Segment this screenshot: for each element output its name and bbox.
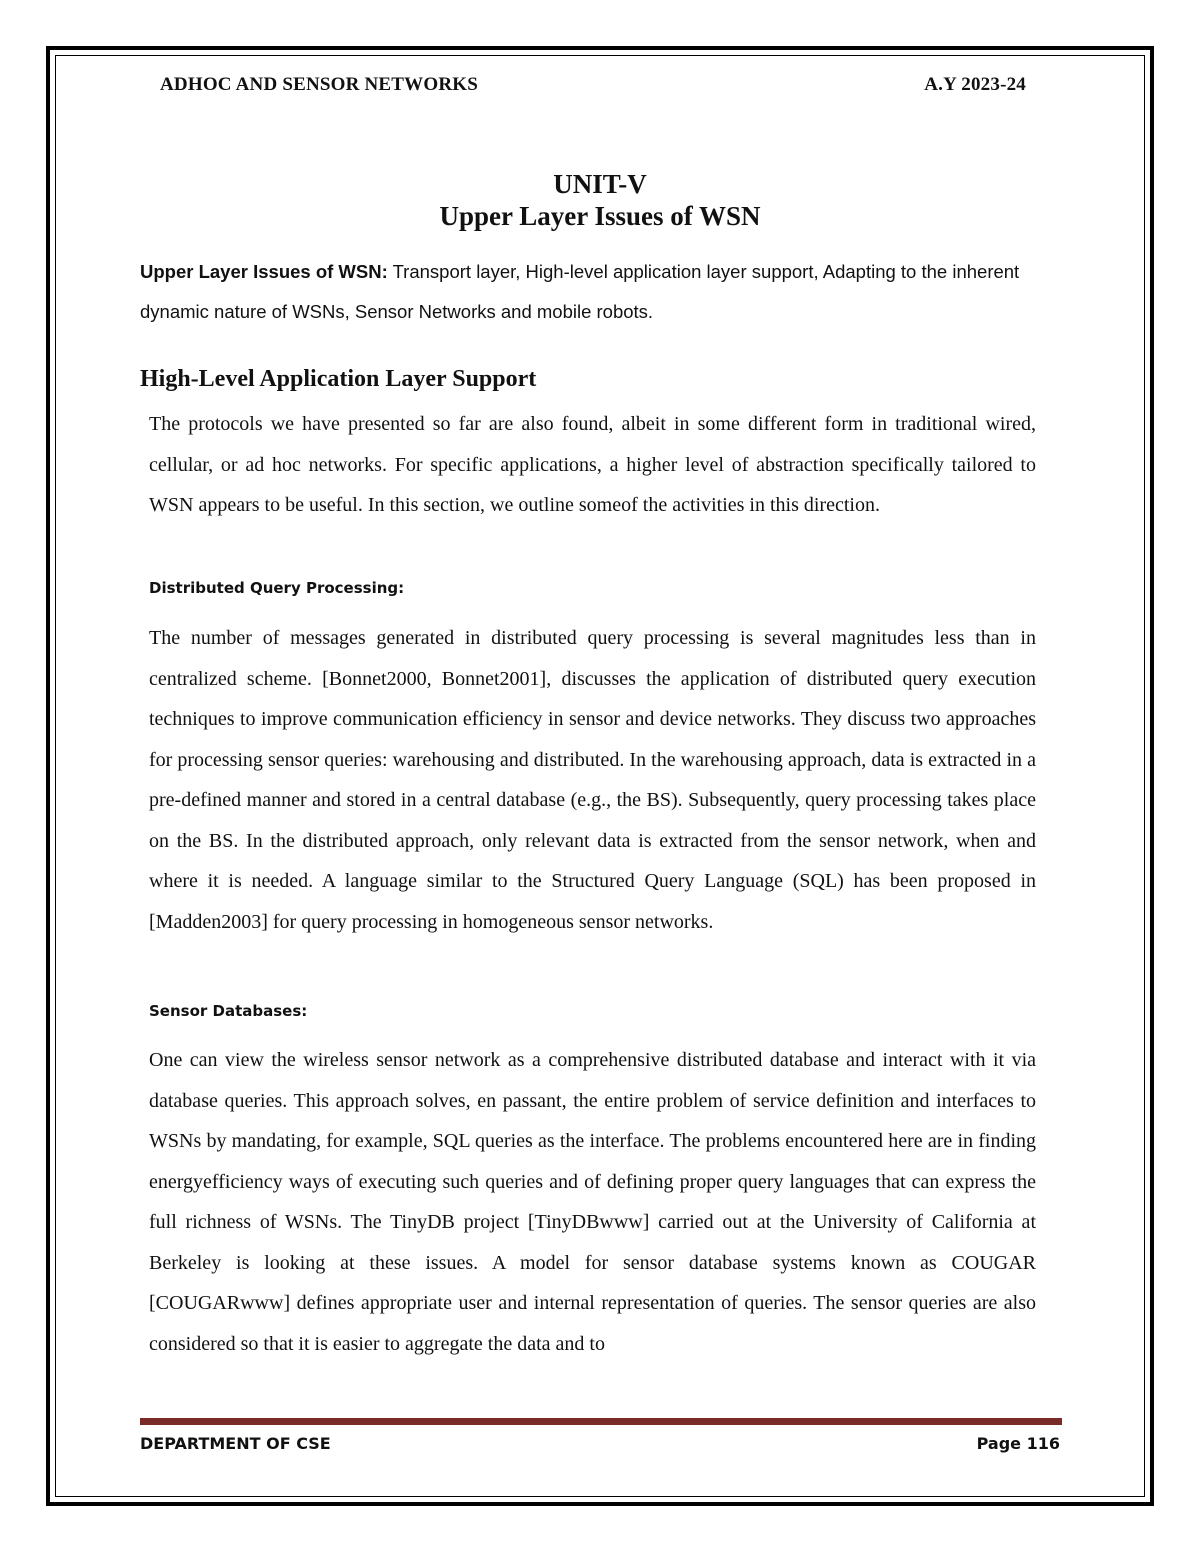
sensor-databases-heading: Sensor Databases: xyxy=(149,1002,308,1020)
footer-department: DEPARTMENT OF CSE xyxy=(140,1434,331,1453)
section-paragraph: The protocols we have presented so far are also found, albeit in some different form in traditional wired, cellular, or ad hoc networks. For specific applications, a higher level of abstraction specifically tailored to WSN appears to be useful. In this section, we outline someof the activities in this direction. xyxy=(149,413,1036,516)
section-heading: High-Level Application Layer Support xyxy=(140,366,537,392)
unit-subtitle: Upper Layer Issues of WSN xyxy=(439,201,761,231)
footer-rule xyxy=(140,1418,1062,1425)
intro-label: Upper Layer Issues of WSN: xyxy=(140,261,388,282)
unit-title: UNIT-V xyxy=(553,169,647,199)
distributed-query-paragraph: The number of messages generated in distributed query processing is several magnitudes less than in centralized scheme. [Bonnet2000, Bonnet2001], discusses the application of distributed query execution techniques to improve communication efficiency in sensor and device networks. They discuss two approaches for processing sensor queries: warehousing and distributed. In the warehousing approach, data is extracted in a pre-defined manner and stored in a central database (e.g., the BS). Subsequently, query processing takes place on the BS. In the distributed approach, only relevant data is extracted from the sensor network, when and where it is needed. A language similar to the Structured Query Language (SQL) has been proposed in [Madden2003] for query processing in homogeneous sensor networks. xyxy=(149,627,1036,933)
sensor-databases-paragraph: One can view the wireless sensor network as a comprehensive distributed database and interact with it via database queries. This approach solves, en passant, the entire problem of service definition and interfaces to WSNs by mandating, for example, SQL queries as the interface. The problems encountered here are in finding energyefficiency ways of executing such queries and of defining proper query languages that can express the full richness of WSNs. The TinyDB project [TinyDBwww] carried out at the University of California at Berkeley is looking at these issues. A model for sensor database systems known as COUGAR [COUGARwww] defines appropriate user and internal representation of queries. The sensor queries are also considered so that it is easier to aggregate the data and to xyxy=(149,1049,1036,1355)
intro-text: Transport layer, High-level application layer support, Adapting to the inherent dynamic nature of WSNs, Sensor Networks and mobile robots. xyxy=(140,261,1020,322)
header-academic-year: A.Y 2023-24 xyxy=(924,74,1026,95)
distributed-query-heading: Distributed Query Processing: xyxy=(149,579,405,597)
header-course: ADHOC AND SENSOR NETWORKS xyxy=(160,74,479,95)
footer-page-number: Page 116 xyxy=(976,1434,1060,1453)
intro-paragraph xyxy=(140,252,1060,332)
